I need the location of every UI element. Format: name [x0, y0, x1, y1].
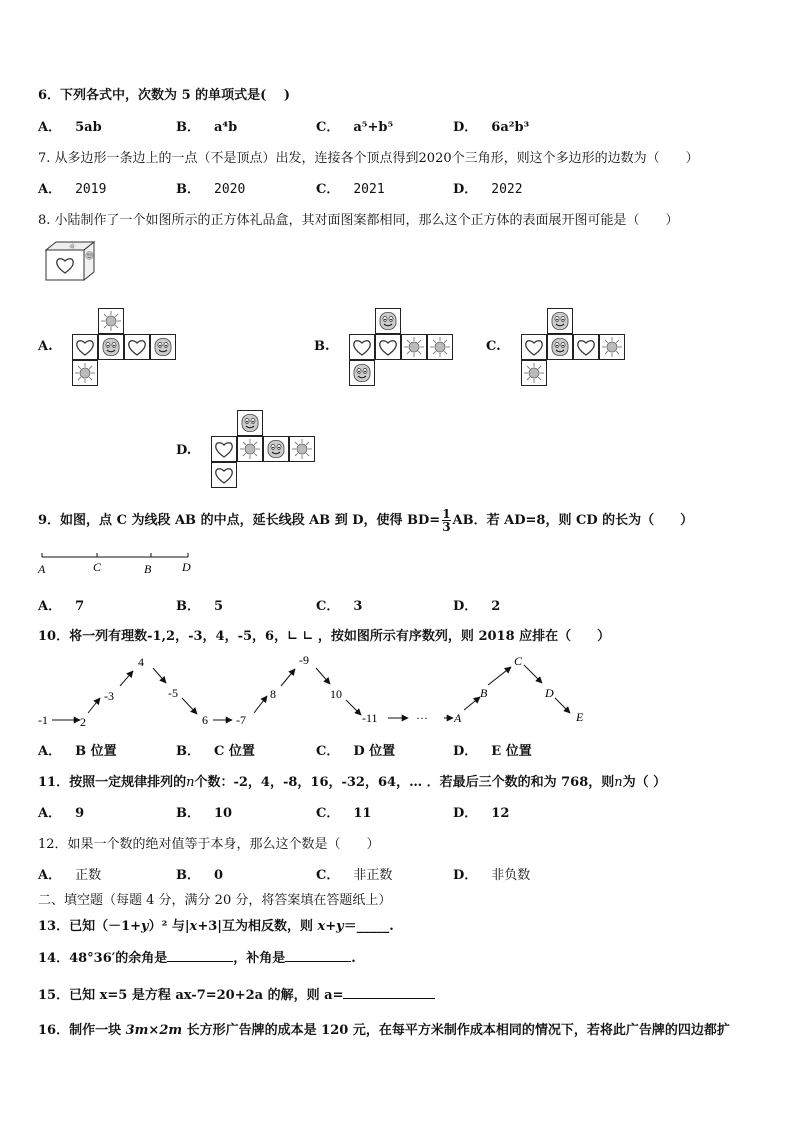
sun-icon — [427, 334, 453, 360]
sun-icon — [401, 334, 427, 360]
q7-stem: 7. 从多边形一条边上的一点（不是顶点）出发，连接各个顶点得到2020个三角形，则这个多边形的边数为（ ） — [38, 151, 699, 166]
q9-segment-diagram — [36, 548, 206, 578]
q11-stem: 11．按照一定规律排列的n个数：-2，4，-8，16，-32，64，… ．若最后三个数的和为 768，则n为（ ） — [38, 775, 667, 790]
q12-option-d: D． 非负数 — [453, 868, 531, 883]
svg-text:A: A — [38, 562, 46, 576]
seq-pos-c: C — [514, 654, 523, 668]
q10-option-d: D． E 位置 — [453, 744, 532, 759]
q10-sequence-diagram — [36, 650, 596, 730]
q12-option-a: A． 正数 — [38, 868, 102, 883]
q7-option-d: D． 2022 — [453, 182, 523, 197]
sun-icon — [237, 436, 263, 462]
q6-option-a: A． 5ab — [38, 120, 102, 135]
q6-option-b: B． a⁴b — [176, 120, 238, 135]
q10-stem: 10．将一列有理数-1,2，-3，4，-5，6，∟ ∟ ，按如图所示有序数列，则 2018 应排在（ ） — [38, 629, 611, 644]
svg-text:B: B — [144, 562, 152, 576]
q12-option-b: B． 0 — [176, 868, 224, 883]
q11-option-d: D． 12 — [453, 806, 510, 821]
q15-stem: 15．已知 x=5 是方程 ax-7=20+2a 的解，则 a= — [38, 984, 435, 1003]
q12-option-c: C． 非正数 — [316, 868, 393, 883]
seq-n6: 6 — [202, 713, 208, 727]
fraction-one-third: $\frac{1}{3}$ — [442, 507, 451, 534]
face-icon — [98, 334, 124, 360]
seq-n10: 10 — [330, 687, 342, 701]
q10-option-c: C． D 位置 — [316, 744, 396, 759]
q8-label-d: D. — [176, 443, 192, 458]
q9-option-b: B． 5 — [176, 599, 224, 614]
heart-icon — [72, 334, 98, 360]
sun-icon — [98, 308, 124, 334]
q8-label-c: C. — [486, 339, 501, 354]
heart-icon — [211, 436, 237, 462]
seq-n8: 8 — [270, 687, 276, 701]
q15-blank — [343, 986, 435, 999]
sun-icon — [289, 436, 315, 462]
seq-n1: -1 — [38, 713, 48, 727]
seq-pos-d: D — [545, 686, 554, 700]
q11-option-b: B． 10 — [176, 806, 233, 821]
sun-icon — [521, 360, 547, 386]
q10-option-b: B． C 位置 — [176, 744, 255, 759]
section-heading-fill-in: 二、填空题（每题 4 分，满分 20 分，将答案填在答题纸上） — [38, 893, 392, 908]
q9-option-a: A． 7 — [38, 599, 85, 614]
gift-box-cube-image — [44, 240, 98, 282]
heart-icon — [124, 334, 150, 360]
q6-option-d: D． 6a²b³ — [453, 120, 530, 135]
q14-blank-supplement — [285, 949, 351, 962]
seq-n9: -9 — [299, 653, 309, 667]
q8-stem: 8. 小陆制作了一个如图所示的正方体礼品盒，其对面图案都相同，那么这个正方体的表面展开图可能是（ ） — [38, 213, 679, 228]
q8-label-a: A. — [38, 339, 53, 354]
q11-option-c: C． 11 — [316, 806, 372, 821]
q13-stem: 13．已知（－1+y）² 与|x+3|互为相反数，则 x+y＝_____. — [38, 919, 394, 934]
seq-n4: 4 — [138, 655, 144, 669]
face-icon — [263, 436, 289, 462]
svg-text:D: D — [182, 560, 191, 574]
face-icon — [375, 308, 401, 334]
heart-icon — [349, 334, 375, 360]
seq-n11: -11 — [362, 711, 378, 725]
q9-option-d: D． 2 — [453, 599, 501, 614]
face-icon — [547, 334, 573, 360]
q6-stem: 6．下列各式中，次数为 5 的单项式是( ) — [38, 88, 290, 103]
q16-stem: 16．制作一块 3m×2m 长方形广告牌的成本是 120 元，在每平方米制作成本相同的情况下，若将此广告牌的四边都扩 — [38, 1023, 730, 1038]
q8-label-b: B. — [314, 339, 330, 354]
seq-pos-b: B — [480, 686, 488, 700]
heart-icon — [211, 462, 237, 488]
q9-option-c: C． 3 — [316, 599, 363, 614]
svg-text:C: C — [93, 560, 102, 574]
q12-stem: 12．如果一个数的绝对值等于本身，那么这个数是（ ） — [38, 837, 380, 852]
q14-stem: 14．48°36′的余角是 ，补角是 . — [38, 951, 356, 966]
q7-option-b: B． 2020 — [176, 182, 246, 197]
q7-option-a: A． 2019 — [38, 182, 107, 197]
face-icon — [150, 334, 176, 360]
q10-option-a: A． B 位置 — [38, 744, 117, 759]
sun-icon — [72, 360, 98, 386]
seq-n7: -7 — [236, 713, 246, 727]
seq-pos-e: E — [576, 710, 584, 724]
sun-icon — [599, 334, 625, 360]
seq-dots: ··· — [416, 711, 428, 725]
q7-option-c: C． 2021 — [316, 182, 385, 197]
q6-option-c: C． a⁵+b⁵ — [316, 120, 394, 135]
heart-icon — [521, 334, 547, 360]
heart-icon — [573, 334, 599, 360]
q9-stem: 9．如图，点 C 为线段 AB 的中点，延长线段 AB 到 D，使得 BD= $\frac{1}{3}$ AB．若 AD=8，则 CD 的长为（ ） — [38, 507, 694, 534]
q14-blank-complement — [167, 949, 233, 962]
seq-pos-a: A — [454, 711, 462, 725]
face-icon — [547, 308, 573, 334]
seq-n5: -5 — [168, 686, 178, 700]
seq-n3: -3 — [104, 689, 114, 703]
face-icon — [237, 410, 263, 436]
seq-n2: 2 — [80, 715, 86, 729]
face-icon — [349, 360, 375, 386]
heart-icon — [375, 334, 401, 360]
q11-option-a: A． 9 — [38, 806, 85, 821]
